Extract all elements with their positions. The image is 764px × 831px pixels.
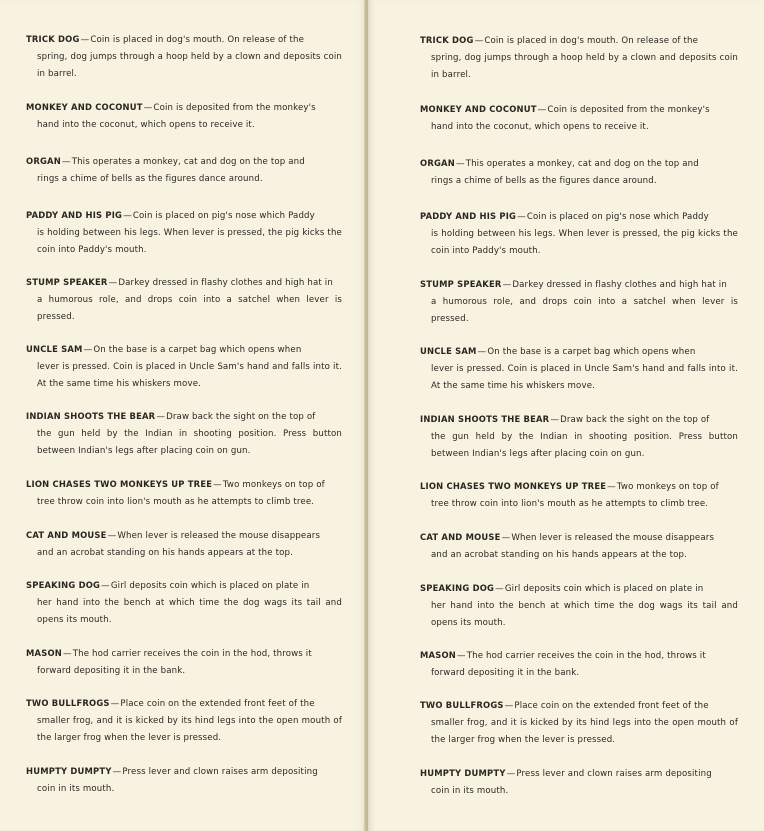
- entry-humpty-dumpty-left: HUMPTY DUMPTY—Press lever and clown raises arm depositing coin in its mouth.: [26, 766, 318, 794]
- entry-uncle-sam-right: UNCLE SAM—On the base is a carpet bag which opens when lever is pressed. Coin is placed in Uncle Sam's hand and falls into it. At the same time his whiskers move.: [420, 346, 738, 391]
- entry-title: LION CHASES TWO MONKEYS UP TREE: [26, 479, 213, 489]
- entry-title: HUMPTY DUMPTY: [26, 766, 112, 776]
- entry-title: CAT AND MOUSE: [26, 530, 107, 540]
- entry-stump-speaker-right: STUMP SPEAKER—Darkey dressed in flashy clothes and high hat in a humorous role, and drops coin into a satchel when lever is pressed.: [420, 279, 738, 324]
- entry-title: TRICK DOG: [420, 35, 474, 45]
- left-page: [0, 0, 366, 831]
- entry-title: TWO BULLFROGS: [26, 698, 110, 708]
- entry-title: ORGAN: [420, 158, 455, 168]
- entry-two-bullfrogs-left: TWO BULLFROGS—Place coin on the extended front feet of the smaller frog, and it is kicked by its hind legs into the open mouth of the larger frog when the lever is pressed.: [26, 698, 342, 743]
- entry-title: UNCLE SAM: [26, 344, 83, 354]
- entry-title: MASON: [26, 648, 62, 658]
- entry-title: INDIAN SHOOTS THE BEAR: [420, 414, 550, 424]
- entry-lion-chases-two-monkeys-left: LION CHASES TWO MONKEYS UP TREE—Two monkeys on top of tree throw coin into lion's mouth as he attempts to climb tree.: [26, 479, 325, 507]
- entry-title: SPEAKING DOG: [26, 580, 101, 590]
- entry-title: SPEAKING DOG: [420, 583, 495, 593]
- entry-title: STUMP SPEAKER: [420, 279, 502, 289]
- entry-trick-dog-left: TRICK DOG—Coin is placed in dog's mouth. On release of the spring, dog jumps through a hoop held by a clown and deposits coin in barrel.: [26, 34, 342, 79]
- entry-title: TRICK DOG: [26, 34, 80, 44]
- entry-title: MONKEY AND COCONUT: [26, 102, 143, 112]
- entry-title: PADDY AND HIS PIG: [420, 211, 517, 221]
- entry-trick-dog-right: TRICK DOG—Coin is placed in dog's mouth. On release of the spring, dog jumps through a hoop held by a clown and deposits coin in barrel.: [420, 35, 738, 80]
- entry-organ-right: ORGAN—This operates a monkey, cat and dog on the top and rings a chime of bells as the figures dance around.: [420, 158, 699, 186]
- entry-title: INDIAN SHOOTS THE BEAR: [26, 411, 156, 421]
- entry-speaking-dog-left: SPEAKING DOG—Girl deposits coin which is placed on plate in her hand into the bench at which time the dog wags its tail and opens its mouth.: [26, 580, 342, 625]
- entry-two-bullfrogs-right: TWO BULLFROGS—Place coin on the extended front feet of the smaller frog, and it is kicked by its hind legs into the open mouth of the larger frog when the lever is pressed.: [420, 700, 738, 745]
- entry-monkey-and-coconut-left: MONKEY AND COCONUT—Coin is deposited from the monkey's hand into the coconut, which opens to receive it.: [26, 102, 316, 130]
- entry-title: MONKEY AND COCONUT: [420, 104, 537, 114]
- entry-indian-shoots-the-bear-left: INDIAN SHOOTS THE BEAR—Draw back the sight on the top of the gun held by the Indian in shooting position. Press button between Indian's legs after placing coin on gun.: [26, 411, 342, 456]
- entry-cat-and-mouse-right: CAT AND MOUSE—When lever is released the mouse disappears and an acrobat standing on his hands appears at the top.: [420, 532, 715, 560]
- entry-humpty-dumpty-right: HUMPTY DUMPTY—Press lever and clown raises arm depositing coin in its mouth.: [420, 768, 712, 796]
- entry-title: HUMPTY DUMPTY: [420, 768, 506, 778]
- entry-title: MASON: [420, 650, 456, 660]
- entry-title: TWO BULLFROGS: [420, 700, 504, 710]
- entry-paddy-and-his-pig-right: PADDY AND HIS PIG—Coin is placed on pig's nose which Paddy is holding between his legs. When lever is pressed, the pig kicks the coin into Paddy's mouth.: [420, 211, 738, 256]
- entry-speaking-dog-right: SPEAKING DOG—Girl deposits coin which is placed on plate in her hand into the bench at which time the dog wags its tail and opens its mouth.: [420, 583, 738, 628]
- entry-title: PADDY AND HIS PIG: [26, 210, 123, 220]
- entry-paddy-and-his-pig-left: PADDY AND HIS PIG—Coin is placed on pig's nose which Paddy is holding between his legs. When lever is pressed, the pig kicks the coin into Paddy's mouth.: [26, 210, 342, 255]
- entry-title: LION CHASES TWO MONKEYS UP TREE: [420, 481, 607, 491]
- entry-indian-shoots-the-bear-right: INDIAN SHOOTS THE BEAR—Draw back the sight on the top of the gun held by the Indian in shooting position. Press button between Indian's legs after placing coin on gun.: [420, 414, 738, 459]
- entry-mason-right: MASON—The hod carrier receives the coin in the hod, throws it forward depositing it in the bank.: [420, 650, 706, 678]
- right-page: [368, 0, 764, 831]
- entry-title: UNCLE SAM: [420, 346, 477, 356]
- entry-organ-left: ORGAN—This operates a monkey, cat and dog on the top and rings a chime of bells as the figures dance around.: [26, 156, 305, 184]
- entry-title: STUMP SPEAKER: [26, 277, 108, 287]
- entry-title: CAT AND MOUSE: [420, 532, 501, 542]
- entry-mason-left: MASON—The hod carrier receives the coin in the hod, throws it forward depositing it in the bank.: [26, 648, 312, 676]
- entry-monkey-and-coconut-right: MONKEY AND COCONUT—Coin is deposited from the monkey's hand into the coconut, which opens to receive it.: [420, 104, 710, 132]
- entry-uncle-sam-left: UNCLE SAM—On the base is a carpet bag which opens when lever is pressed. Coin is placed in Uncle Sam's hand and falls into it. At the same time his whiskers move.: [26, 344, 342, 389]
- entry-title: ORGAN: [26, 156, 61, 166]
- entry-cat-and-mouse-left: CAT AND MOUSE—When lever is released the mouse disappears and an acrobat standing on his hands appears at the top.: [26, 530, 321, 558]
- entry-lion-chases-two-monkeys-right: LION CHASES TWO MONKEYS UP TREE—Two monkeys on top of tree throw coin into lion's mouth as he attempts to climb tree.: [420, 481, 719, 509]
- entry-stump-speaker-left: STUMP SPEAKER—Darkey dressed in flashy clothes and high hat in a humorous role, and drops coin into a satchel when lever is pressed.: [26, 277, 342, 322]
